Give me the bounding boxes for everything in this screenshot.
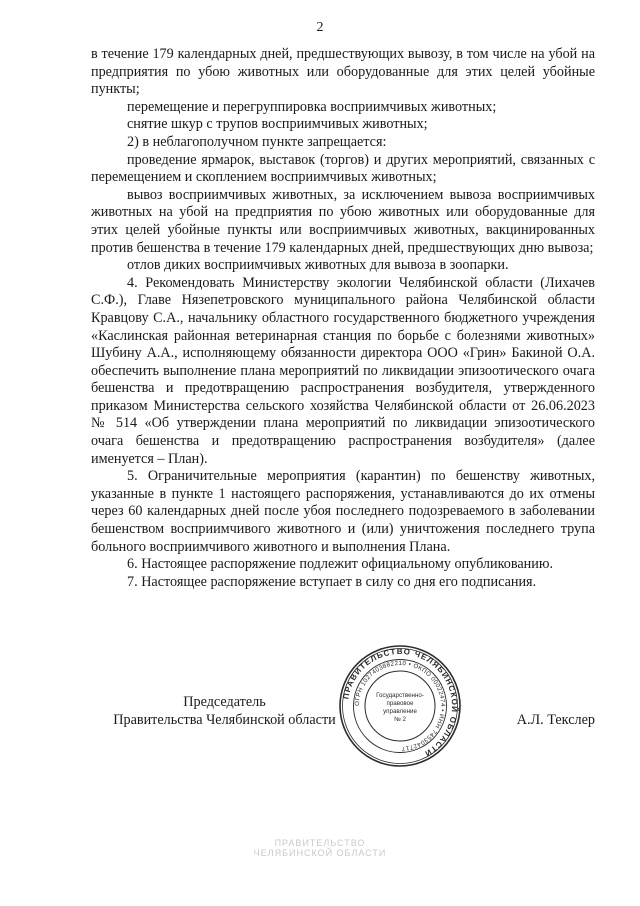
- paragraph-vyvoz: вывоз восприимчивых животных, за исключением вывоза восприимчивых животных на убой на предприятия по убою животных или оборудованные для этих целей убойные пункты или восприимчивых животных, вакцинированных против бешенства в течение 179 календарных дней, предшествующих дню вывоза;: [91, 186, 595, 256]
- faint-stamp-line2: ЧЕЛЯБИНСКОЙ ОБЛАСТИ: [253, 848, 387, 858]
- official-seal: [338, 644, 462, 768]
- seal-outer-text: ПРАВИТЕЛЬСТВО ЧЕЛЯБИНСКОЙ ОБЛАСТИ: [341, 646, 460, 759]
- seal-center-line2: правовое: [386, 700, 414, 707]
- paragraph-peremeshchenie: перемещение и перегруппировка восприимчивых животных;: [127, 98, 497, 115]
- paragraph-item-4: 4. Рекомендовать Министерству экологии Челябинской области (Лихачев С.Ф.), Главе Нязепетровского муниципального района Челябинской области Кравцову С.А., начальнику областного государственного бюджетного учреждения «Каслинская районная ветеринарная станция по борьбе с болезнями животных» Шубину А.А., исполняющему обязанности директора ООО «Грин» Бакиной О.А. обеспечить выполнение плана мероприятий по ликвидации эпизоотического очага бешенства и предотвращению распространения возбудителя, утвержденного приказом Министерства сельского хозяйства Челябинской области от 26.06.2023 № 514 «Об утверждении плана мероприятий по ликвидации эпизоотического очага бешенства и предотвращению распространения возбудителя» (далее именуется – План).: [91, 274, 595, 467]
- paragraph-zapreshchaetsya: 2) в неблагополучном пункте запрещается:: [127, 133, 387, 150]
- paragraph-snyatie-shkur: снятие шкур с трупов восприимчивых животных;: [127, 116, 428, 133]
- signatory-position: [112, 694, 337, 729]
- seal-center-line1: Государственно-: [376, 692, 424, 699]
- paragraph-item-5: 5. Ограничительные мероприятия (карантин) по бешенству животных, указанные в пункте 1 настоящего распоряжения, устанавливаются до их отмены через 60 календарных дней после убоя последнего подозреваемого в заболевании бешенством восприимчивого животного и (или) уничтожения последнего трупа больного восприимчивого животного и выполнения Плана.: [91, 468, 595, 555]
- faint-stamp-line1: ПРАВИТЕЛЬСТВО: [274, 838, 366, 848]
- signatory-position-line1: Председатель: [183, 694, 266, 710]
- signatory-position-line2: Правительства Челябинской области: [113, 711, 336, 728]
- seal-center-line4: № 2: [394, 716, 406, 723]
- page-number: 2: [316, 20, 324, 35]
- seal-ring-text: ОГРН 1027403882210 • ОКПО 00022474 • ИНН 7453042717: [353, 659, 447, 753]
- signatory-name: А.Л. Текслер: [516, 711, 595, 728]
- seal-center-line3: управление: [383, 708, 417, 715]
- paragraph-item-6: 6. Настоящее распоряжение подлежит официальному опубликованию.: [127, 556, 554, 573]
- document-body: [91, 46, 595, 591]
- paragraph-vyvoz-continuation: в течение 179 календарных дней, предшествующих вывозу, в том числе на убой на предприятия по убою животных или оборудованные для этих целей убойные пункты;: [91, 46, 595, 98]
- paragraph-otlov: отлов диких восприимчивых животных для вывоза в зоопарки.: [127, 257, 509, 274]
- paragraph-yarmarki: проведение ярмарок, выставок (торгов) и других мероприятий, связанных с перемещением и скоплением восприимчивых животных;: [91, 151, 595, 186]
- faint-stamp: [0, 838, 640, 858]
- paragraph-item-7: 7. Настоящее распоряжение вступает в силу со дня его подписания.: [127, 573, 537, 590]
